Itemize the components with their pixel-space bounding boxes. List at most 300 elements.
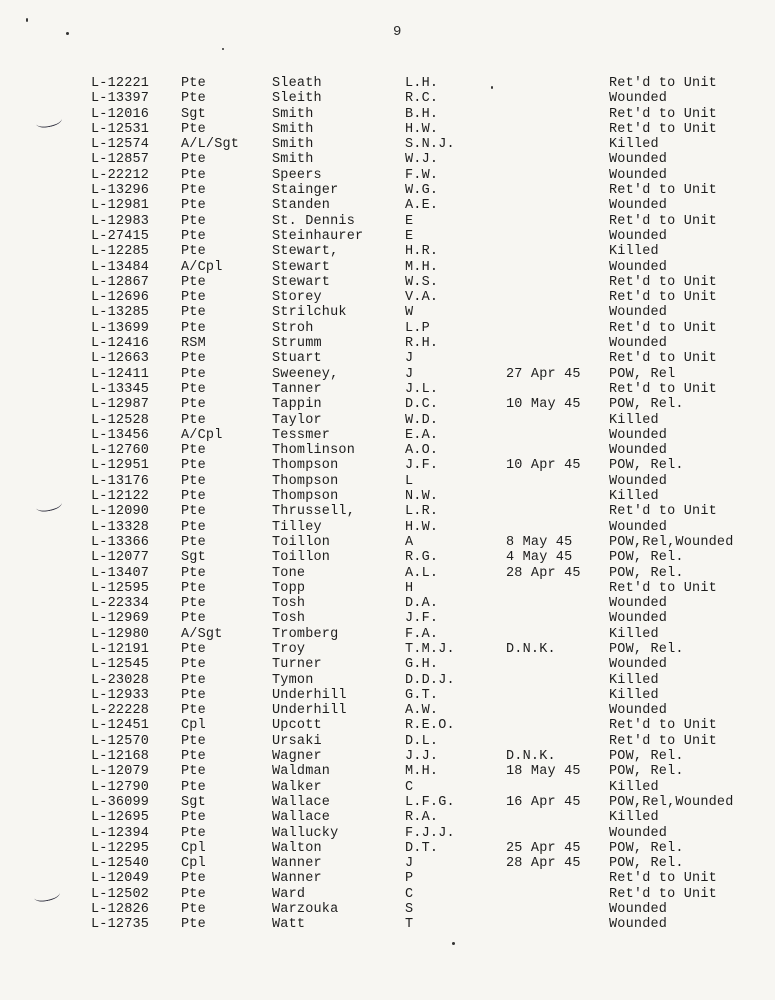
initials: M.H. bbox=[405, 259, 439, 275]
status: Ret'd to Unit bbox=[609, 213, 717, 229]
date: D.N.K. bbox=[506, 749, 556, 765]
status: Wounded bbox=[609, 825, 668, 841]
status: Ret'd to Unit bbox=[609, 886, 717, 902]
initials: T bbox=[405, 917, 414, 933]
rank: Pte bbox=[181, 657, 206, 673]
roster-row bbox=[0, 183, 775, 198]
status: Wounded bbox=[609, 611, 668, 627]
rank: Pte bbox=[181, 274, 206, 290]
roster-row bbox=[0, 275, 775, 290]
service-number: L-12663 bbox=[91, 351, 150, 367]
surname: Stewart bbox=[272, 274, 331, 290]
initials: S.N.J. bbox=[405, 137, 455, 153]
status: Ret'd to Unit bbox=[609, 871, 717, 887]
surname: Thrussell, bbox=[272, 504, 356, 520]
initials: P bbox=[405, 871, 414, 887]
service-number: L-12077 bbox=[91, 550, 150, 566]
surname: Tappin bbox=[272, 397, 322, 413]
initials: J.J. bbox=[405, 749, 439, 765]
rank: Pte bbox=[181, 228, 206, 244]
casualty-roster bbox=[0, 76, 775, 933]
initials: L bbox=[405, 473, 414, 489]
service-number: L-12416 bbox=[91, 336, 150, 352]
roster-row bbox=[0, 764, 775, 779]
status: Wounded bbox=[609, 902, 668, 918]
status: Ret'd to Unit bbox=[609, 320, 717, 336]
initials: W.J. bbox=[405, 152, 439, 168]
initials: L.H. bbox=[405, 76, 439, 91]
service-number: L-22212 bbox=[91, 167, 150, 183]
service-number: L-12502 bbox=[91, 886, 150, 902]
service-number: L-12531 bbox=[91, 121, 150, 137]
initials: C bbox=[405, 886, 414, 902]
service-number: L-13699 bbox=[91, 320, 150, 336]
paper-speck bbox=[66, 32, 69, 35]
status: Killed bbox=[609, 137, 659, 153]
roster-row bbox=[0, 305, 775, 320]
service-number: L-12695 bbox=[91, 810, 150, 826]
rank: Pte bbox=[181, 458, 206, 474]
service-number: L-12867 bbox=[91, 274, 150, 290]
surname: Tromberg bbox=[272, 626, 339, 642]
surname: Upcott bbox=[272, 718, 322, 734]
status: Ret'd to Unit bbox=[609, 290, 717, 306]
service-number: L-12826 bbox=[91, 902, 150, 918]
initials: V.A. bbox=[405, 290, 439, 306]
service-number: L-12987 bbox=[91, 397, 150, 413]
initials: J.L. bbox=[405, 381, 439, 397]
surname: Underhill bbox=[272, 703, 347, 719]
status: Killed bbox=[609, 626, 659, 642]
status: Ret'd to Unit bbox=[609, 733, 717, 749]
service-number: L-12394 bbox=[91, 825, 150, 841]
initials: W.D. bbox=[405, 412, 439, 428]
rank: Pte bbox=[181, 381, 206, 397]
status: Ret'd to Unit bbox=[609, 580, 717, 596]
status: Wounded bbox=[609, 152, 668, 168]
rank: Sgt bbox=[181, 550, 206, 566]
service-number: L-13366 bbox=[91, 534, 150, 550]
surname: Tilley bbox=[272, 519, 322, 535]
status: Wounded bbox=[609, 473, 668, 489]
roster-row bbox=[0, 428, 775, 443]
service-number: L-13397 bbox=[91, 91, 150, 107]
roster-row bbox=[0, 397, 775, 412]
initials: J.F. bbox=[405, 458, 439, 474]
roster-row bbox=[0, 76, 775, 91]
initials: D.A. bbox=[405, 596, 439, 612]
roster-row bbox=[0, 382, 775, 397]
surname: Smith bbox=[272, 106, 314, 122]
initials: R.E.O. bbox=[405, 718, 455, 734]
rank: Pte bbox=[181, 198, 206, 214]
surname: Thompson bbox=[272, 489, 339, 505]
rank: Pte bbox=[181, 733, 206, 749]
status: Ret'd to Unit bbox=[609, 718, 717, 734]
surname: Tanner bbox=[272, 381, 322, 397]
rank: Pte bbox=[181, 596, 206, 612]
surname: Thompson bbox=[272, 473, 339, 489]
status: Wounded bbox=[609, 305, 668, 321]
surname: Wallace bbox=[272, 794, 331, 810]
roster-row bbox=[0, 520, 775, 535]
surname: Wagner bbox=[272, 749, 322, 765]
rank: Pte bbox=[181, 672, 206, 688]
surname: Tone bbox=[272, 565, 306, 581]
service-number: L-13176 bbox=[91, 473, 150, 489]
rank: Pte bbox=[181, 779, 206, 795]
rank: Pte bbox=[181, 473, 206, 489]
rank: Pte bbox=[181, 489, 206, 505]
service-number: L-13285 bbox=[91, 305, 150, 321]
status: Ret'd to Unit bbox=[609, 106, 717, 122]
initials: F.J.J. bbox=[405, 825, 455, 841]
status: Killed bbox=[609, 672, 659, 688]
surname: Stewart, bbox=[272, 244, 339, 260]
service-number: L-22228 bbox=[91, 703, 150, 719]
initials: C bbox=[405, 779, 414, 795]
date: 18 May 45 bbox=[506, 764, 581, 780]
service-number: L-12016 bbox=[91, 106, 150, 122]
roster-row bbox=[0, 688, 775, 703]
rank: Pte bbox=[181, 871, 206, 887]
surname: Strilchuk bbox=[272, 305, 347, 321]
roster-row bbox=[0, 229, 775, 244]
surname: Taylor bbox=[272, 412, 322, 428]
roster-row bbox=[0, 780, 775, 795]
surname: Troy bbox=[272, 641, 306, 657]
surname: Tosh bbox=[272, 596, 306, 612]
rank: Pte bbox=[181, 76, 206, 91]
rank: Pte bbox=[181, 366, 206, 382]
initials: M.H. bbox=[405, 764, 439, 780]
initials: W.G. bbox=[405, 183, 439, 199]
page-number: 9 bbox=[393, 24, 402, 40]
initials: L.P bbox=[405, 320, 430, 336]
surname: Turner bbox=[272, 657, 322, 673]
initials: H.W. bbox=[405, 121, 439, 137]
surname: Stainger bbox=[272, 183, 339, 199]
date: 8 May 45 bbox=[506, 534, 573, 550]
service-number: L-12168 bbox=[91, 749, 150, 765]
date: 28 Apr 45 bbox=[506, 565, 581, 581]
rank: Pte bbox=[181, 351, 206, 367]
rank: Pte bbox=[181, 152, 206, 168]
initials: J bbox=[405, 856, 414, 872]
service-number: L-12983 bbox=[91, 213, 150, 229]
surname: Smith bbox=[272, 137, 314, 153]
initials: J bbox=[405, 366, 414, 382]
roster-row bbox=[0, 642, 775, 657]
date: 25 Apr 45 bbox=[506, 840, 581, 856]
surname: Waldman bbox=[272, 764, 331, 780]
service-number: L-12760 bbox=[91, 443, 150, 459]
rank: Pte bbox=[181, 902, 206, 918]
status: Killed bbox=[609, 412, 659, 428]
rank: Pte bbox=[181, 764, 206, 780]
roster-row bbox=[0, 871, 775, 886]
surname: Tessmer bbox=[272, 427, 331, 443]
status: Wounded bbox=[609, 657, 668, 673]
surname: Sleath bbox=[272, 76, 322, 91]
initials: A.E. bbox=[405, 198, 439, 214]
status: POW, Rel. bbox=[609, 550, 684, 566]
service-number: L-13296 bbox=[91, 183, 150, 199]
roster-row bbox=[0, 152, 775, 167]
surname: Underhill bbox=[272, 687, 347, 703]
initials: D.T. bbox=[405, 840, 439, 856]
status: Killed bbox=[609, 244, 659, 260]
status: Killed bbox=[609, 810, 659, 826]
roster-row bbox=[0, 718, 775, 733]
roster-row bbox=[0, 535, 775, 550]
surname: Warzouka bbox=[272, 902, 339, 918]
status: POW, Rel. bbox=[609, 749, 684, 765]
initials: G.H. bbox=[405, 657, 439, 673]
service-number: L-12191 bbox=[91, 641, 150, 657]
status: POW, Rel. bbox=[609, 764, 684, 780]
surname: Smith bbox=[272, 152, 314, 168]
roster-row bbox=[0, 122, 775, 137]
service-number: L-23028 bbox=[91, 672, 150, 688]
roster-row bbox=[0, 902, 775, 917]
service-number: L-12545 bbox=[91, 657, 150, 673]
roster-row bbox=[0, 627, 775, 642]
initials: D.L. bbox=[405, 733, 439, 749]
rank: Pte bbox=[181, 397, 206, 413]
roster-row bbox=[0, 413, 775, 428]
roster-row bbox=[0, 351, 775, 366]
service-number: L-12595 bbox=[91, 580, 150, 596]
rank: Sgt bbox=[181, 794, 206, 810]
service-number: L-12969 bbox=[91, 611, 150, 627]
surname: Walker bbox=[272, 779, 322, 795]
service-number: L-22334 bbox=[91, 596, 150, 612]
rank: Pte bbox=[181, 580, 206, 596]
initials: A.L. bbox=[405, 565, 439, 581]
surname: Thompson bbox=[272, 458, 339, 474]
surname: Strumm bbox=[272, 336, 322, 352]
roster-row bbox=[0, 290, 775, 305]
rank: Pte bbox=[181, 504, 206, 520]
surname: Tosh bbox=[272, 611, 306, 627]
roster-row bbox=[0, 810, 775, 825]
rank: A/Cpl bbox=[181, 427, 223, 443]
service-number: L-12451 bbox=[91, 718, 150, 734]
initials: F.W. bbox=[405, 167, 439, 183]
initials: W bbox=[405, 305, 414, 321]
rank: Pte bbox=[181, 917, 206, 933]
initials: A bbox=[405, 534, 414, 550]
status: Wounded bbox=[609, 198, 668, 214]
surname: Standen bbox=[272, 198, 331, 214]
status: Ret'd to Unit bbox=[609, 121, 717, 137]
initials: N.W. bbox=[405, 489, 439, 505]
service-number: L-13407 bbox=[91, 565, 150, 581]
status: Wounded bbox=[609, 167, 668, 183]
initials: W.S. bbox=[405, 274, 439, 290]
surname: Stewart bbox=[272, 259, 331, 275]
service-number: L-12049 bbox=[91, 871, 150, 887]
surname: Watt bbox=[272, 917, 306, 933]
date: 16 Apr 45 bbox=[506, 794, 581, 810]
date: 4 May 45 bbox=[506, 550, 573, 566]
surname: Toillon bbox=[272, 550, 331, 566]
status: POW, Rel. bbox=[609, 565, 684, 581]
status: Killed bbox=[609, 687, 659, 703]
service-number: L-13456 bbox=[91, 427, 150, 443]
rank: Pte bbox=[181, 534, 206, 550]
rank: Pte bbox=[181, 443, 206, 459]
status: POW, Rel bbox=[609, 366, 676, 382]
surname: Wanner bbox=[272, 856, 322, 872]
initials: R.C. bbox=[405, 91, 439, 107]
rank: Pte bbox=[181, 290, 206, 306]
roster-row bbox=[0, 611, 775, 626]
roster-row bbox=[0, 458, 775, 473]
roster-row bbox=[0, 856, 775, 871]
initials: H.W. bbox=[405, 519, 439, 535]
roster-row bbox=[0, 749, 775, 764]
rank: RSM bbox=[181, 336, 206, 352]
roster-row bbox=[0, 826, 775, 841]
surname: Ward bbox=[272, 886, 306, 902]
service-number: L-12574 bbox=[91, 137, 150, 153]
initials: E bbox=[405, 228, 414, 244]
initials: R.G. bbox=[405, 550, 439, 566]
service-number: L-12540 bbox=[91, 856, 150, 872]
rank: Pte bbox=[181, 121, 206, 137]
roster-row bbox=[0, 260, 775, 275]
roster-row bbox=[0, 168, 775, 183]
status: POW, Rel. bbox=[609, 856, 684, 872]
rank: Pte bbox=[181, 825, 206, 841]
surname: Tymon bbox=[272, 672, 314, 688]
service-number: L-12857 bbox=[91, 152, 150, 168]
rank: Pte bbox=[181, 687, 206, 703]
roster-row bbox=[0, 474, 775, 489]
roster-row bbox=[0, 887, 775, 902]
rank: Pte bbox=[181, 565, 206, 581]
surname: Smith bbox=[272, 121, 314, 137]
service-number: L-12221 bbox=[91, 76, 150, 91]
status: Ret'd to Unit bbox=[609, 183, 717, 199]
service-number: L-12696 bbox=[91, 290, 150, 306]
initials: H.R. bbox=[405, 244, 439, 260]
service-number: L-13345 bbox=[91, 381, 150, 397]
service-number: L-12295 bbox=[91, 840, 150, 856]
rank: Pte bbox=[181, 703, 206, 719]
rank: Pte bbox=[181, 611, 206, 627]
roster-row bbox=[0, 581, 775, 596]
status: Wounded bbox=[609, 917, 668, 933]
roster-row bbox=[0, 443, 775, 458]
status: POW, Rel. bbox=[609, 397, 684, 413]
rank: Pte bbox=[181, 519, 206, 535]
roster-row bbox=[0, 734, 775, 749]
rank: Cpl bbox=[181, 856, 206, 872]
service-number: L-12735 bbox=[91, 917, 150, 933]
date: D.N.K. bbox=[506, 641, 556, 657]
roster-row bbox=[0, 566, 775, 581]
date: 28 Apr 45 bbox=[506, 856, 581, 872]
service-number: L-12933 bbox=[91, 687, 150, 703]
rank: Pte bbox=[181, 886, 206, 902]
rank: Pte bbox=[181, 320, 206, 336]
rank: Pte bbox=[181, 213, 206, 229]
initials: E.A. bbox=[405, 427, 439, 443]
rank: Sgt bbox=[181, 106, 206, 122]
surname: Topp bbox=[272, 580, 306, 596]
service-number: L-27415 bbox=[91, 228, 150, 244]
surname: Ursaki bbox=[272, 733, 322, 749]
rank: Pte bbox=[181, 183, 206, 199]
roster-row bbox=[0, 367, 775, 382]
initials: A.O. bbox=[405, 443, 439, 459]
roster-row bbox=[0, 703, 775, 718]
roster-row bbox=[0, 336, 775, 351]
initials: D.D.J. bbox=[405, 672, 455, 688]
roster-row bbox=[0, 321, 775, 336]
initials: J bbox=[405, 351, 414, 367]
roster-row bbox=[0, 673, 775, 688]
service-number: L-12411 bbox=[91, 366, 150, 382]
initials: L.F.G. bbox=[405, 794, 455, 810]
initials: S bbox=[405, 902, 414, 918]
status: Wounded bbox=[609, 519, 668, 535]
service-number: L-12090 bbox=[91, 504, 150, 520]
initials: R.A. bbox=[405, 810, 439, 826]
initials: T.M.J. bbox=[405, 641, 455, 657]
initials: D.C. bbox=[405, 397, 439, 413]
surname: Wanner bbox=[272, 871, 322, 887]
rank: Pte bbox=[181, 305, 206, 321]
service-number: L-12528 bbox=[91, 412, 150, 428]
surname: Wallucky bbox=[272, 825, 339, 841]
roster-row bbox=[0, 657, 775, 672]
initials: B.H. bbox=[405, 106, 439, 122]
service-number: L-13328 bbox=[91, 519, 150, 535]
surname: Sweeney, bbox=[272, 366, 339, 382]
date: 10 May 45 bbox=[506, 397, 581, 413]
surname: Steinhaurer bbox=[272, 228, 364, 244]
service-number: L-12079 bbox=[91, 764, 150, 780]
status: Wounded bbox=[609, 703, 668, 719]
rank: Pte bbox=[181, 641, 206, 657]
status: Wounded bbox=[609, 596, 668, 612]
surname: Thomlinson bbox=[272, 443, 356, 459]
status: Wounded bbox=[609, 443, 668, 459]
surname: Storey bbox=[272, 290, 322, 306]
roster-row bbox=[0, 137, 775, 152]
status: Ret'd to Unit bbox=[609, 274, 717, 290]
surname: Speers bbox=[272, 167, 322, 183]
roster-row bbox=[0, 504, 775, 519]
roster-row bbox=[0, 550, 775, 565]
status: Wounded bbox=[609, 259, 668, 275]
service-number: L-12980 bbox=[91, 626, 150, 642]
roster-row bbox=[0, 198, 775, 213]
status: Killed bbox=[609, 489, 659, 505]
service-number: L-12951 bbox=[91, 458, 150, 474]
status: Ret'd to Unit bbox=[609, 351, 717, 367]
surname: St. Dennis bbox=[272, 213, 356, 229]
rank: Cpl bbox=[181, 840, 206, 856]
status: Ret'd to Unit bbox=[609, 76, 717, 91]
paper-speck bbox=[26, 18, 28, 22]
roster-row bbox=[0, 107, 775, 122]
initials: J.F. bbox=[405, 611, 439, 627]
